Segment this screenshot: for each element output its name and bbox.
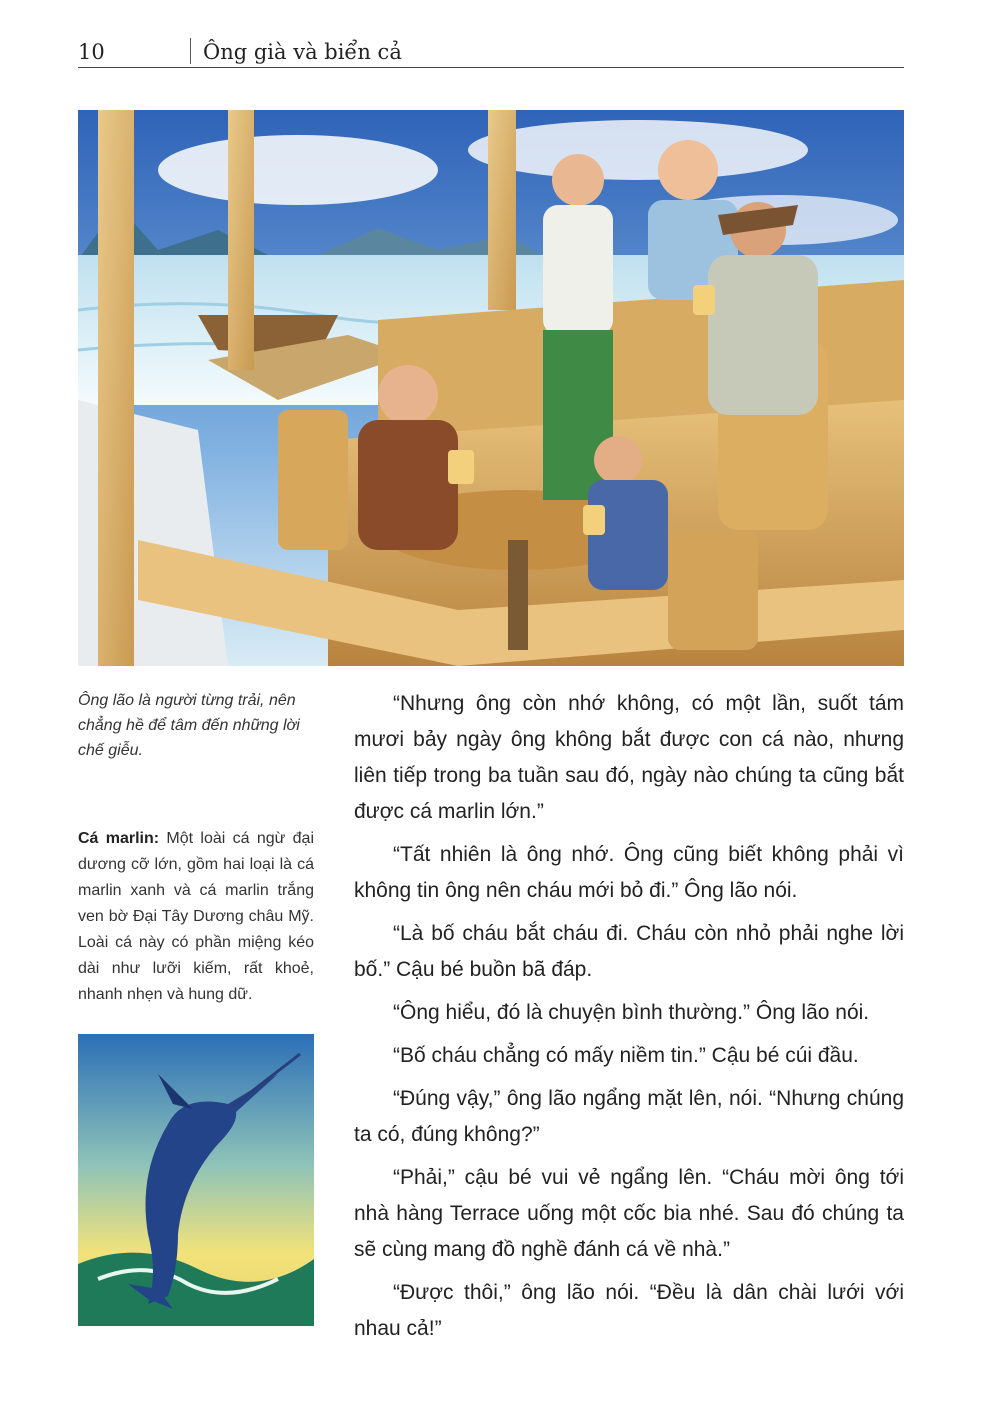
header-separator — [190, 38, 191, 64]
story-paragraph: “Ông hiểu, đó là chuyện bình thường.” Ông lão nói. — [393, 1001, 870, 1024]
story-paragraph: “Phải,” cậu bé vui vẻ ngẩng lên. “Cháu mời ông tới nhà hàng Terrace uống một cốc bia nhé. Sau đó chúng ta sẽ cùng mang đồ nghề đánh cá về nhà.” — [354, 1166, 904, 1261]
glossary-term: Cá marlin: — [78, 830, 160, 847]
story-text — [354, 686, 904, 1354]
glossary-note — [78, 826, 314, 1008]
page-number: 10 — [78, 40, 105, 64]
image-caption: Ông lão là người từng trải, nên chẳng hề để tâm đến những lời chế giễu. — [78, 692, 300, 759]
story-paragraph: “Nhưng ông còn nhớ không, có một lần, suốt tám mươi bảy ngày ông không bắt được con cá nào, nhưng liên tiếp trong ba tuần sau đó, ngày nào chúng ta cũng bắt được cá marlin lớn.” — [354, 692, 904, 823]
marlin-fish-illustration — [78, 1034, 314, 1326]
page-header — [78, 36, 904, 68]
marlin-svg — [78, 1034, 314, 1326]
story-paragraph: “Bố cháu chẳng có mấy niềm tin.” Cậu bé cúi đầu. — [393, 1044, 859, 1067]
story-paragraph: “Đúng vậy,” ông lão ngẩng mặt lên, nói. “Nhưng chúng ta có, đúng không?” — [354, 1087, 904, 1146]
header-rule — [78, 67, 904, 68]
story-paragraph: “Tất nhiên là ông nhớ. Ông cũng biết không phải vì không tin ông nên cháu mới bỏ đi.” Ông lão nói. — [354, 843, 904, 902]
book-title: Ông già và biển cả — [203, 40, 402, 64]
story-paragraph: “Là bố cháu bắt cháu đi. Cháu còn nhỏ phải nghe lời bố.” Cậu bé buồn bã đáp. — [354, 922, 904, 981]
tavern-scene-illustration — [78, 110, 904, 666]
story-paragraph: “Được thôi,” ông lão nói. “Đều là dân chài lưới với nhau cả!” — [354, 1281, 904, 1340]
glossary-definition: Một loài cá ngừ đại dương cỡ lớn, gồm hai loại là cá marlin xanh và cá marlin trắng ven bờ Đại Tây Dương châu Mỹ. Loài cá này có phần miệng kéo dài như lưỡi kiếm, rất khoẻ, nhanh nhẹn và hung dữ. — [78, 830, 314, 1003]
tavern-scene-svg — [78, 110, 904, 666]
